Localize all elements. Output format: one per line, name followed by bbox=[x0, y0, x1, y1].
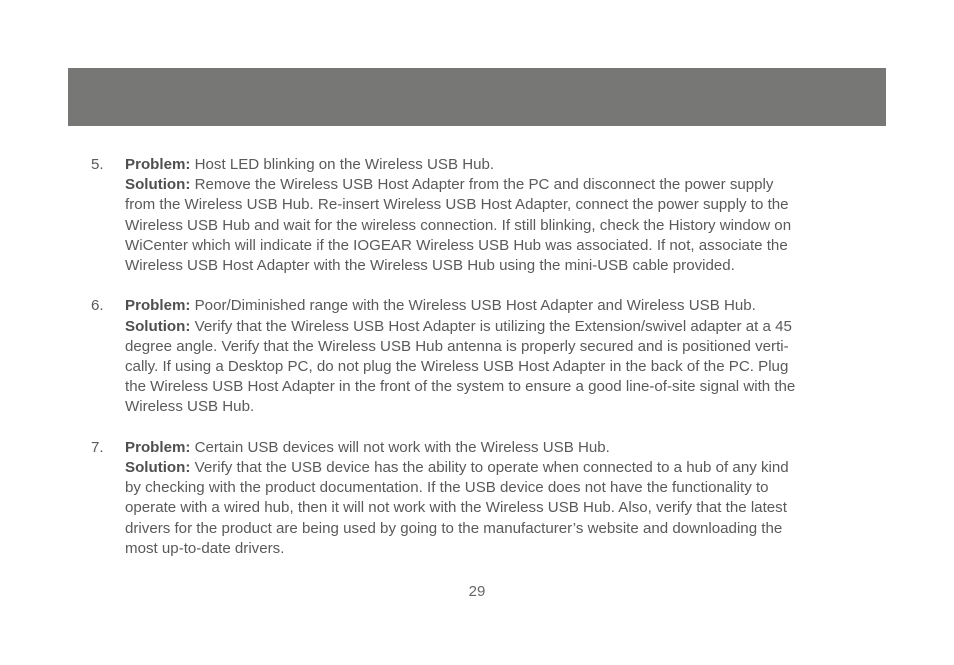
problem-text: Poor/Diminished range with the Wireless USB Host Adapter and Wireless USB Hub. bbox=[190, 297, 756, 315]
solution-line: Wireless USB Host Adapter with the Wireless USB Hub using the mini-USB cable provided. bbox=[125, 257, 735, 275]
problem-label: Problem: bbox=[125, 156, 191, 173]
list-item bbox=[91, 155, 861, 276]
item-number: 7. bbox=[91, 438, 104, 456]
solution-text: Verify that the USB device has the ability to operate when connected to a hub of any kind bbox=[190, 459, 789, 477]
solution-line: cally. If using a Desktop PC, do not plug the Wireless USB Host Adapter in the back of the PC. Plug bbox=[125, 358, 789, 376]
solution-label: Solution: bbox=[125, 176, 191, 194]
solution-line: from the Wireless USB Hub. Re-insert Wireless USB Host Adapter, connect the power supply to the bbox=[125, 196, 789, 214]
header-bar bbox=[68, 68, 886, 126]
troubleshooting-list bbox=[91, 155, 861, 579]
problem-line bbox=[125, 155, 861, 175]
problem-line bbox=[125, 438, 861, 458]
list-item bbox=[91, 438, 861, 559]
list-item bbox=[91, 296, 861, 417]
problem-line bbox=[125, 296, 861, 316]
problem-label: Problem: bbox=[125, 438, 191, 456]
item-number: 5. bbox=[91, 156, 104, 173]
solution-line: drivers for the product are being used by going to the manufacturer’s website and downloading the bbox=[125, 519, 783, 537]
page-number: 29 bbox=[468, 583, 486, 600]
solution-label: Solution: bbox=[125, 459, 191, 477]
solution-text: Verify that the Wireless USB Host Adapter is utilizing the Extension/swivel adapter at a 45 bbox=[190, 317, 792, 335]
solution-label: Solution: bbox=[125, 317, 191, 335]
solution-line bbox=[125, 458, 861, 478]
solution-block bbox=[125, 175, 861, 276]
solution-line: Wireless USB Hub and wait for the wireless connection. If still blinking, check the History window on bbox=[125, 216, 792, 234]
solution-line bbox=[125, 175, 861, 195]
solution-line: the Wireless USB Host Adapter in the front of the system to ensure a good line-of-site signal with the bbox=[125, 378, 796, 396]
problem-text: Certain USB devices will not work with the Wireless USB Hub. bbox=[190, 438, 610, 456]
problem-text: Host LED blinking on the Wireless USB Hub. bbox=[190, 156, 495, 173]
solution-line: most up-to-date drivers. bbox=[125, 539, 285, 557]
solution-line: by checking with the product documentation. If the USB device does not have the functionality to bbox=[125, 479, 769, 497]
solution-block bbox=[125, 458, 861, 559]
solution-line: Wireless USB Hub. bbox=[125, 398, 255, 416]
problem-label: Problem: bbox=[125, 297, 191, 315]
solution-line: WiCenter which will indicate if the IOGEAR Wireless USB Hub was associated. If not, associate the bbox=[125, 236, 788, 254]
solution-line: degree angle. Verify that the Wireless USB Hub antenna is properly secured and is positioned verti- bbox=[125, 337, 789, 355]
solution-text: Remove the Wireless USB Host Adapter from the PC and disconnect the power supply bbox=[190, 176, 774, 194]
item-number: 6. bbox=[91, 297, 104, 315]
solution-block bbox=[125, 317, 861, 418]
solution-line bbox=[125, 317, 861, 337]
solution-line: operate with a wired hub, then it will not work with the Wireless USB Hub. Also, verify that the latest bbox=[125, 499, 787, 517]
